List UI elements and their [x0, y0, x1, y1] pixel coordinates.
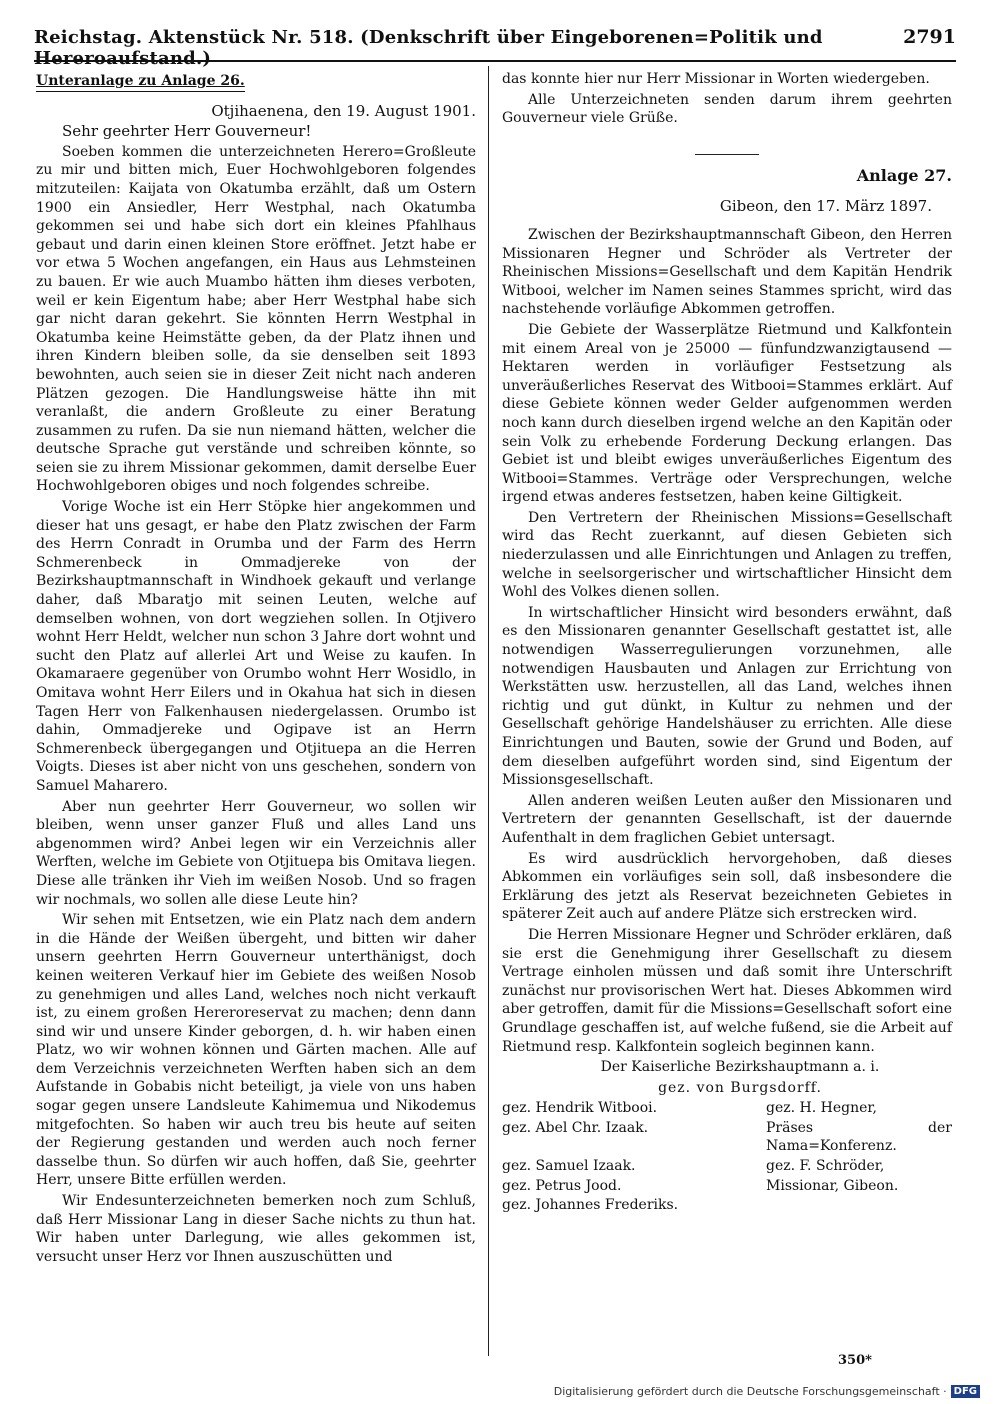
continuation-text: das konnte hier nur Herr Missionar in Worten wiedergeben.: [502, 71, 930, 87]
paragraph: Die Herren Missionare Hegner und Schröder erklären, daß sie erst die Genehmigung ihrer Gesellschaft zu diesem Vertrage einholen müssen und daß somit ihre Unterschrift zunächst nur provisorischen Wert hat. Dieses Abkommen wird aber getroffen, damit für die Missions=Gesellschaft sofort eine Grundlage geschaffen ist, auf welche fußend, sie die Arbeit auf Rietmund resp. Kalkfontein sogleich beginnen kann.: [502, 926, 952, 1055]
paragraph: Aber nun geehrter Herr Gouverneur, wo sollen wir bleiben, wenn unser ganzer Fluß und alles Land uns abgenommen wird? Anbei legen wir ein Verzeichnis aller Werften, welche im Gebiete von Otjituepa bis Omitava liegen. Diese alle tränken ihr Vieh im weißen Nosob. Und so fragen wir nochmals, wo sollen alle diese Leute hin?: [36, 798, 476, 908]
signature: gez. Samuel Izaak.: [502, 1158, 636, 1175]
letter-salutation: Sehr geehrter Herr Gouverneur!: [62, 122, 312, 141]
sub-heading: Unteranlage zu Anlage 26.: [36, 72, 245, 92]
signature: gez. F. Schröder,: [766, 1158, 885, 1175]
signature-mark: 350*: [838, 1353, 872, 1368]
official-title: Der Kaiserliche Bezirkshauptmann a. i.: [600, 1059, 880, 1076]
dfg-logo-icon: DFG: [951, 1385, 980, 1398]
signature: gez. Hendrik Witbooi.: [502, 1100, 658, 1117]
paragraph: Allen anderen weißen Leuten außer den Missionaren und Vertretern der genannten Gesellschaft, ist der dauernde Aufenthalt in dem fraglichen Gebiet untersagt.: [502, 792, 952, 846]
anlage-heading: Anlage 27.: [856, 165, 952, 185]
section-rule: [695, 154, 759, 155]
paragraph: Den Vertretern der Rheinischen Missions=Gesellschaft wird das Recht zuerkannt, auf diesen Gebieten sich niederzulassen und alle Einrichtungen und Anlagen zu treffen, welche in seelsorgerischer und wirtschaftlicher Hinsicht dem Wohl des Volkes dienen sollen.: [502, 509, 952, 601]
left-column: [36, 70, 476, 1268]
signature: Präses der Nama=Konferenz.: [766, 1119, 952, 1155]
signature: gez. Abel Chr. Izaak.: [502, 1119, 649, 1136]
signature: gez. Petrus Jood.: [502, 1177, 622, 1194]
paragraph: Vorige Woche ist ein Herr Stöpke hier angekommen und dieser hat uns gesagt, er habe den Platz zwischen der Farm des Herrn Conradt in Orumba und der Farm des Herrn Schmerenbeck in Ommadjereke von der Bezirkshauptmannschaft in Windhoek gekauft und verlange daher, daß Mbaratjo mit seinen Leuten, welche auf demselben wohnen, von dort wegziehen sollen. In Otjivero wohnt Herr Heldt, welcher nun schon 3 Jahre dort wohnt und sucht den Platz auf allerlei Art und Weise zu kaufen. In Okamaraere gegenüber von Orumbo wohnt Herr Wosidlo, in Omitava wohnt Herr Eilers und in Okahua hat sich in diesen Tagen Herr von Falkenhausen niedergelassen. Orumbo ist dahin, Ommadjereke und Ogipave ist an Herrn Schmerenbeck übergegangen und Otjituepa an die Herren Voigts. Dieses ist aber nicht von uns geschehen, sondern von Samuel Maharero.: [36, 499, 476, 794]
page-header: [34, 26, 956, 69]
signature-block: [502, 1099, 952, 1215]
running-title: Reichstag. Aktenstück Nr. 518. (Denkschrift über Eingeborenen=Politik und Hereroaufstand.): [34, 27, 823, 69]
column-divider: [488, 66, 489, 1356]
paragraph: Wir Endesunterzeichneten bemerken noch zum Schluß, daß Herr Missionar Lang in dieser Sache nichts zu thun hat. Wir haben unter Darlegung, wie alles gekommen ist, versucht unser Herz vor Ihnen auszuschütten und: [36, 1193, 476, 1265]
signature: Missionar, Gibeon.: [766, 1177, 899, 1194]
agreement-dateline: Gibeon, den 17. März 1897.: [719, 197, 932, 216]
signature: gez. Johannes Frederiks.: [502, 1197, 679, 1214]
closing-greeting: Alle Unterzeichneten senden darum ihrem geehrten Gouverneur viele Grüße.: [502, 91, 952, 127]
paragraph: Wir sehen mit Entsetzen, wie ein Platz nach dem andern in die Hände der Weißen übergeht, und bitten wir daher unsern geehrten Herrn Gouverneur unterthänigst, doch keinen weiteren Verkauf hier im Gebiete des weißen Nosob zu genehmigen und alles Land, welches noch nicht verkauft ist, zu einem großen Hereroreservat zu machen; denn dann sind wir und unsere Kinder geborgen, d. h. wir haben einen Platz, wo wir wohnen können und Gärten machen. Alle auf dem Verzeichnis verzeichneten Werften haben sich an dem Aufstande in Gobabis nicht beteiligt, ja viele von uns haben sogar gegen unsere Landsleute Kahimemua und Nikodemus mitgefochten. So haben wir auch treu bis heute auf seiten der Regierung gestanden und werden auch noch ferner dasselbe thun. So dürfen wir auch hoffen, daß Sie, geehrter Herr, unsere Bitte erfüllen werden.: [36, 912, 476, 1189]
signature: gez. H. Hegner,: [766, 1100, 877, 1117]
paragraph: Soeben kommen die unterzeichneten Herero=Großleute zu mir und bitten mich, Euer Hochwohlgeboren folgendes mitzuteilen: Kaijata von Okatumba erzählt, daß um Ostern 1900 ein Ansiedler, Herr Westphal, nach Okatumba gekommen sei und habe sich dort ein kleines Pfahlhaus gebaut und darin einen kleinen Store eröffnet. Jetzt habe er vor etwa 5 Wochen angefangen, ein Haus aus Lehmsteinen zu bauen. Er wie auch Muambo hätten ihm dieses verboten, weil er kein Eigentum habe; aber Herr Westphal habe sich gar nicht daran gekehrt. Sie könnten Herrn Westphal in Okatumba keine Heimstätte geben, da der Platz ihnen und ihren Kindern bleiben solle, da sie denselben seit 1893 bewohnten, auch seien sie in dieser Zeit nicht nach anderen Plätzen gezogen. Die Handlungsweise hätte ihn mit veranlaßt, die andern Großleute zu einer Beratung zusammen zu rufen. Da sie nun niemand hätten, welcher die deutsche Sprache gut verstände und schreiben könnte, so seien sie zu ihrem Missionar gekommen, damit derselbe Euer Hochwohlgeboren obiges und noch folgendes schreibe.: [36, 143, 476, 495]
right-column: [502, 70, 952, 1215]
page-number: 2791: [903, 26, 956, 48]
paragraph: Zwischen der Bezirkshauptmannschaft Gibeon, den Herren Missionaren Hegner und Schröder als Vertreter der Rheinischen Missions=Gesellschaft und dem Kapitän Hendrik Witbooi, welcher im Namen seines Stammes spricht, wird das nachstehende vorläufige Abkommen getroffen.: [502, 226, 952, 318]
paragraph: Es wird ausdrücklich hervorgehoben, daß dieses Abkommen ein vorläufiges sein soll, daß insbesondere die Erklärung des jetzt als Reservat bezeichneten Gebietes in späterer Zeit auch auf andere Plätze sich erstrecken wird.: [502, 850, 952, 923]
paragraph: Die Gebiete der Wasserplätze Rietmund und Kalkfontein mit einem Areal von je 25000 — fünfundzwanzigtausend — Hektaren werden in vorläufiger Festsetzung als unveräußerliches Reservat des Witbooi=Stammes erklärt. Auf diese Gebiete können weder Gelder aufgenommen werden noch kann durch dieselben irgend welche an den Kapitän oder sein Volk zu erhebende Forderung Deckung erlangen. Das Gebiet ist und bleibt ewiges unveräußerliches Eigentum des Witbooi=Stammes. Verträge oder Versprechungen, welche irgend etwas anderes festsetzen, haben keine Giltigkeit.: [502, 321, 952, 506]
digitization-footer: [554, 1385, 980, 1398]
paragraph: In wirtschaftlicher Hinsicht wird besonders erwähnt, daß es den Missionaren genannter Gesellschaft gestattet ist, alle notwendigen Wasserregulierungen vorzunehmen, alle notwendigen Hausbauten und Anlagen zur Errichtung von Werkstätten usw. herzustellen, all das Land, welches ihnen richtig und gut dünkt, in Kultur zu nehmen und der Gesellschaft gehörige Handelshäuser zu errichten. Alle diese Einrichtungen und Bauten, sowie der Grund und Boden, auf dem dieselben aufgeführt worden sind, sind Eigentum der Missionsgesellschaft.: [502, 604, 952, 789]
digitization-note: Digitalisierung gefördert durch die Deutsche Forschungsgemeinschaft ·: [553, 1385, 947, 1398]
signature: [752, 1196, 952, 1215]
letter-dateline: Otjihaenena, den 19. August 1901.: [211, 101, 476, 120]
official-signature: gez. von Burgsdorff.: [658, 1079, 822, 1096]
